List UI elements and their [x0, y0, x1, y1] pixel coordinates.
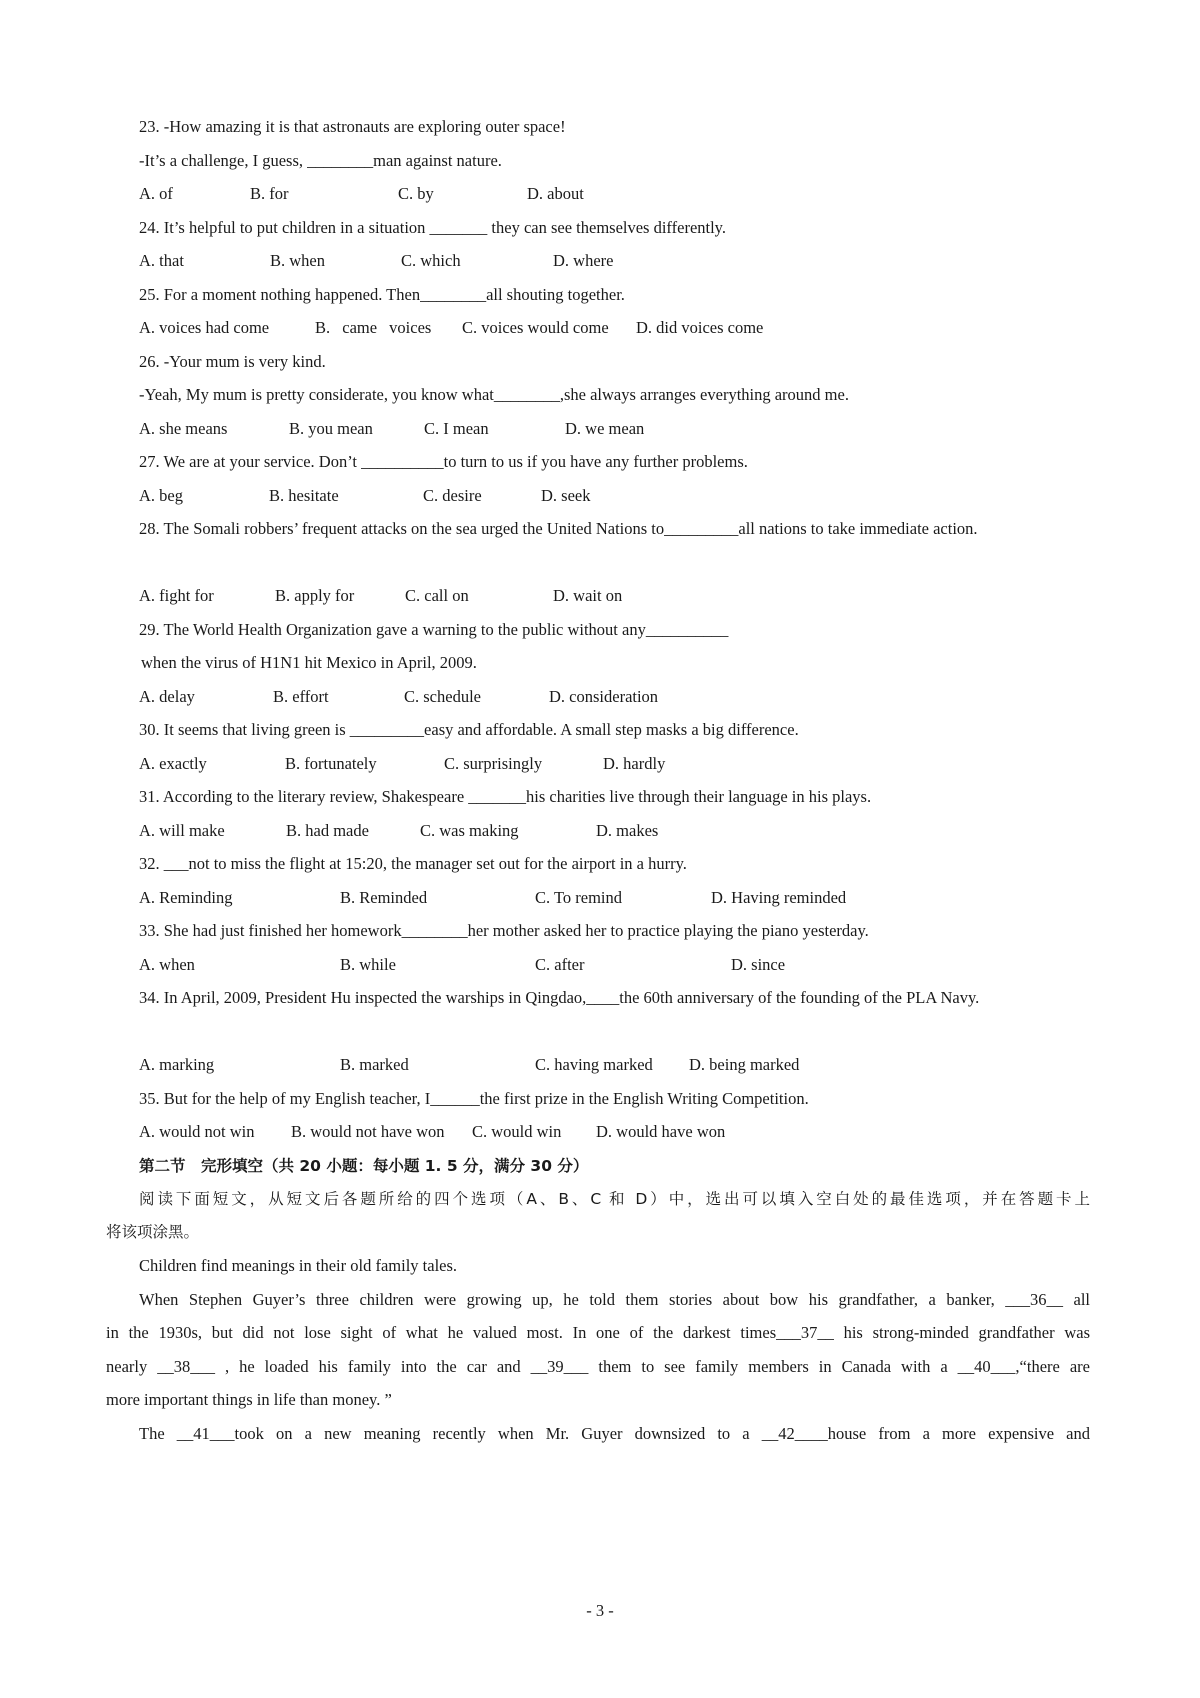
question-27-option-b: B. hesitate — [269, 486, 339, 505]
question-35-option-b: B. would not have won — [291, 1122, 445, 1141]
question-27-option-a: A. beg — [139, 486, 183, 505]
section-heading: 第二节 完形填空（共 20 小题：每小题 1. 5 分，满分 30 分） — [139, 1157, 589, 1175]
question-29-option-d: D. consideration — [549, 687, 659, 706]
question-28-option-b: B. apply for — [275, 586, 355, 605]
question-32-stem: 32. ___not to miss the flight at 15:20, the manager set out for the airport in a hurry. — [139, 854, 687, 873]
question-28-option-d: D. wait on — [553, 586, 623, 605]
question-34-option-c: C. having marked — [535, 1055, 653, 1074]
question-28-option-c: C. call on — [405, 586, 469, 605]
question-33-option-a: A. when — [139, 955, 195, 974]
question-30-option-b: B. fortunately — [285, 754, 377, 773]
question-35-option-c: C. would win — [472, 1122, 562, 1141]
question-23-option-a: A. of — [139, 184, 173, 203]
question-32-option-c: C. To remind — [535, 888, 622, 907]
question-24-option-b: B. when — [270, 251, 325, 270]
passage-paragraph-1-line-3: nearly __38___ , he loaded his family into the car and __39___ them to see family members in Canada with a __40___,“there are — [106, 1357, 1090, 1376]
question-31-option-a: A. will make — [139, 821, 225, 840]
question-33-option-b: B. while — [340, 955, 396, 974]
question-27-option-c: C. desire — [423, 486, 482, 505]
question-34-option-b: B. marked — [340, 1055, 409, 1074]
question-24-option-a: A. that — [139, 251, 184, 270]
passage-title: Children find meanings in their old family tales. — [139, 1256, 458, 1275]
question-26-option-b: B. you mean — [289, 419, 373, 438]
page-number: - 3 - — [586, 1601, 614, 1620]
passage-paragraph-2-line-1: The __41___took on a new meaning recently when Mr. Guyer downsized to a __42____house from a more expensive and — [139, 1424, 1090, 1443]
question-24-stem: 24. It’s helpful to put children in a situation _______ they can see themselves differently. — [139, 218, 726, 237]
question-30-option-d: D. hardly — [603, 754, 666, 773]
section-instruction-line-1: 阅读下面短文，从短文后各题所给的四个选项（A、B、C 和 D）中，选出可以填入空白处的最佳选项，并在答题卡上 — [139, 1190, 1090, 1208]
question-28-stem: 28. The Somali robbers’ frequent attacks on the sea urged the United Nations to_________all nations to take immediate action. — [139, 519, 978, 538]
question-32-option-d: D. Having reminded — [711, 888, 847, 907]
question-25-option-d: D. did voices come — [636, 318, 764, 337]
question-35-option-d: D. would have won — [596, 1122, 726, 1141]
passage-paragraph-1-line-4: more important things in life than money. ” — [106, 1390, 392, 1409]
question-26-option-a: A. she means — [139, 419, 228, 438]
question-23-response: -It’s a challenge, I guess, ________man against nature. — [139, 151, 502, 170]
question-33-option-c: C. after — [535, 955, 585, 974]
question-32-option-a: A. Reminding — [139, 888, 233, 907]
question-26-option-d: D. we mean — [565, 419, 645, 438]
question-27-option-d: D. seek — [541, 486, 591, 505]
question-32-option-b: B. Reminded — [340, 888, 428, 907]
question-27-stem: 27. We are at your service. Don’t __________to turn to us if you have any further problems. — [139, 452, 748, 471]
question-35-stem: 35. But for the help of my English teacher, I______the first prize in the English Writing Competition. — [139, 1089, 809, 1108]
question-26-response: -Yeah, My mum is pretty considerate, you know what________,she always arranges everything around me. — [139, 385, 849, 404]
question-33-option-d: D. since — [731, 955, 786, 974]
question-30-option-a: A. exactly — [139, 754, 207, 773]
question-30-stem: 30. It seems that living green is _________easy and affordable. A small step masks a big difference. — [139, 720, 799, 739]
question-31-option-d: D. makes — [596, 821, 659, 840]
question-34-option-d: D. being marked — [689, 1055, 800, 1074]
question-28-option-a: A. fight for — [139, 586, 214, 605]
question-23-option-d: D. about — [527, 184, 584, 203]
question-29-option-c: C. schedule — [404, 687, 481, 706]
question-26-option-c: C. I mean — [424, 419, 489, 438]
question-31-option-b: B. had made — [286, 821, 369, 840]
question-29-stem: 29. The World Health Organization gave a warning to the public without any__________ — [139, 620, 729, 639]
question-25-option-c: C. voices would come — [462, 318, 609, 337]
question-25-stem: 25. For a moment nothing happened. Then________all shouting together. — [139, 285, 625, 304]
question-23-stem: 23. -How amazing it is that astronauts are exploring outer space! — [139, 117, 566, 136]
question-29-stem-continued: when the virus of H1N1 hit Mexico in April, 2009. — [141, 653, 477, 672]
question-33-stem: 33. She had just finished her homework________her mother asked her to practice playing the piano yesterday. — [139, 921, 869, 940]
question-30-option-c: C. surprisingly — [444, 754, 543, 773]
section-instruction-line-2: 将该项涂黑。 — [106, 1223, 200, 1241]
question-23-option-b: B. for — [250, 184, 289, 203]
question-29-option-b: B. effort — [273, 687, 329, 706]
question-35-option-a: A. would not win — [139, 1122, 255, 1141]
question-31-option-c: C. was making — [420, 821, 519, 840]
question-24-option-c: C. which — [401, 251, 461, 270]
question-34-stem: 34. In April, 2009, President Hu inspected the warships in Qingdao,____the 60th anniversary of the founding of the PLA Navy. — [139, 988, 980, 1007]
question-24-option-d: D. where — [553, 251, 614, 270]
question-26-stem: 26. -Your mum is very kind. — [139, 352, 326, 371]
question-29-option-a: A. delay — [139, 687, 195, 706]
question-25-option-a: A. voices had come — [139, 318, 270, 337]
question-23-option-c: C. by — [398, 184, 434, 203]
passage-paragraph-1-line-2: in the 1930s, but did not lose sight of what he valued most. In one of the darkest times___37__ his strong-minded grandfather was — [106, 1323, 1090, 1342]
passage-paragraph-1-line-1: When Stephen Guyer’s three children were growing up, he told them stories about bow his grandfather, a banker, ___36__ all — [139, 1290, 1090, 1309]
question-34-option-a: A. marking — [139, 1055, 215, 1074]
question-31-stem: 31. According to the literary review, Shakespeare _______his charities live through their language in his plays. — [139, 787, 872, 806]
question-25-option-b: B. came voices — [315, 318, 432, 337]
